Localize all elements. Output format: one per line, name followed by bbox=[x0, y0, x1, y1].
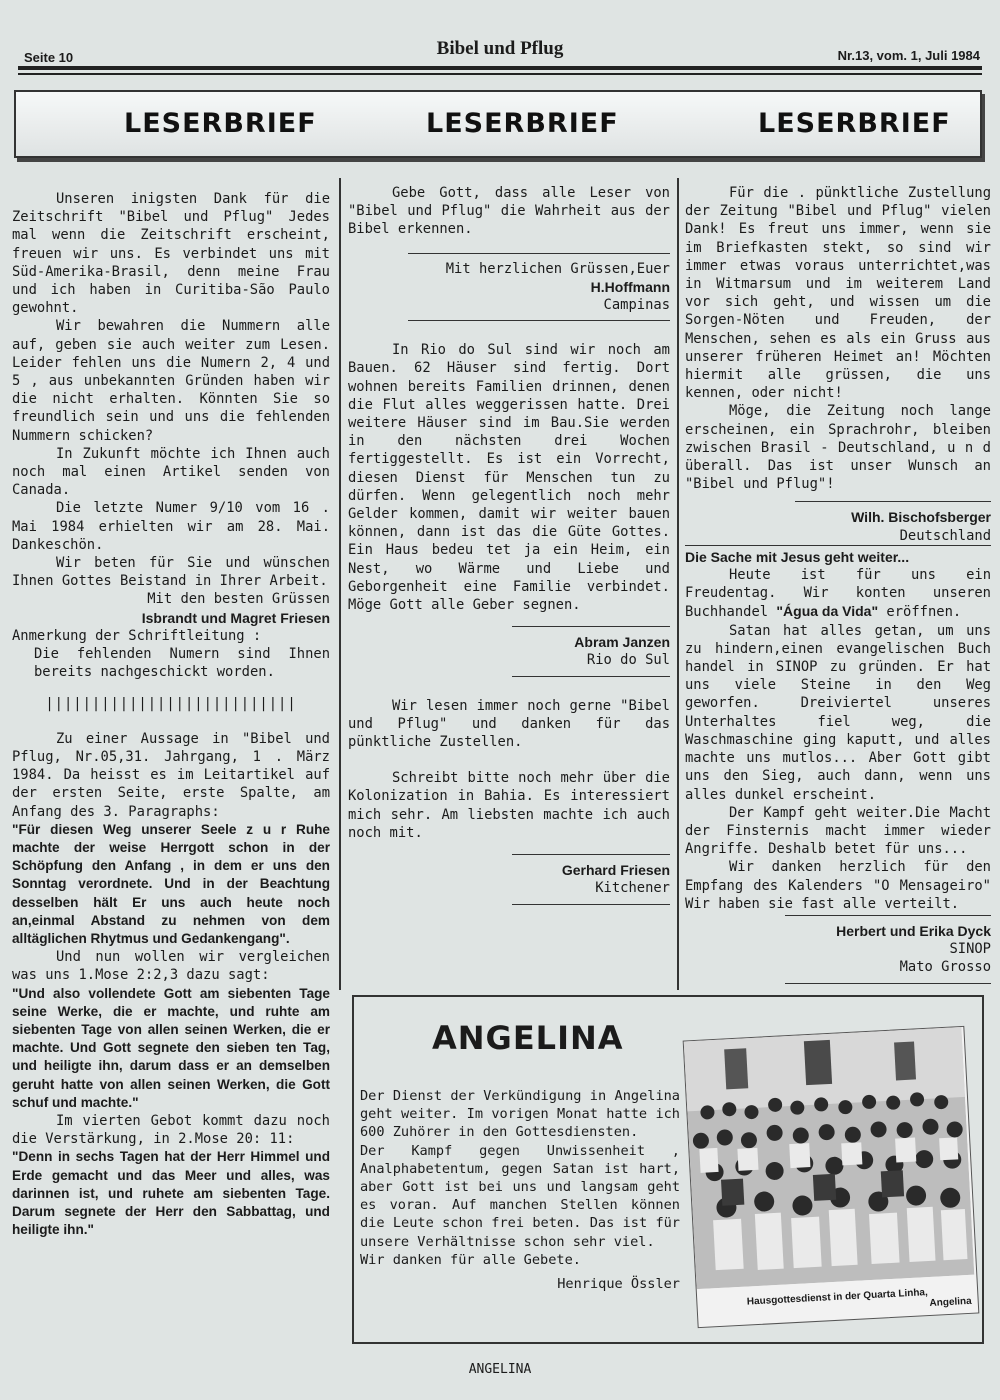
letter6-place1: SINOP bbox=[949, 941, 991, 958]
letter5-place: Deutschland bbox=[899, 527, 991, 544]
newspaper-title: Bibel und Pflug bbox=[436, 38, 564, 59]
bookstore-name: "Água da Vida" bbox=[776, 603, 879, 620]
letter4-signature: Gerhard Friesen bbox=[561, 862, 670, 879]
letter2-rule bbox=[408, 253, 670, 254]
letter3-place: Rio do Sul bbox=[586, 652, 670, 669]
banner-word-2: LESERBRIEF bbox=[426, 108, 619, 139]
letter2-rule-bottom bbox=[408, 320, 670, 321]
angelina-title: ANGELINA bbox=[432, 1019, 624, 1057]
caption-line-2: Angelina bbox=[929, 1295, 972, 1310]
issue-info: Nr.13, vom. 1, Juli 1984 bbox=[837, 48, 980, 63]
caption-line-1: Hausgottesdienst in der Quarta Linha, bbox=[746, 1287, 929, 1308]
letter6-rule-bottom bbox=[785, 983, 991, 984]
article-quote2: "Und also vollendete Gott am siebenten Tage seine Werke, die er machte, und ruhte am siebenten Tage von allen seinen Werken, die er machte. Und Gott segnete den sieben ten Tag, und heiligte ihn, darum dass er an demselben geruht hatte von allen seinen Werken, die Gott schuf und machte." bbox=[12, 985, 330, 1110]
letter4-place: Kitchener bbox=[595, 880, 670, 897]
letter6-para4: Wir danken herzlich für den Empfang des Kalenders "O Mensageiro" Wir haben sie fast alle verteilt. bbox=[685, 859, 991, 912]
letter6-para2: Satan hat alles getan, um uns zu hindern,einen evangelischen Buch handel in SINOP zu gründen. Er hat uns viele Steine in den Weg geworfen. Dreiviertel unseres Unterhaltes fiel weg, die Waschmaschine ging kaputt, und alles machte uns mutlos... Aber Gott gibt uns den Sieg, auch dann, wenn uns alles dunkel erscheint. bbox=[685, 622, 991, 803]
banner-word-1: LESERBRIEF bbox=[124, 108, 317, 139]
letter1-para5: Wir beten für Sie und wünschen Ihnen Gottes Beistand in Ihrer Arbeit. bbox=[12, 555, 330, 590]
page-footer: ANGELINA bbox=[468, 1362, 532, 1377]
article-para1: Zu einer Aussage in "Bibel und Pflug, Nr.05,31. Jahrgang, 1 . März 1984. Da heisst es im Leitartikel auf der ersten Seite, erste Spalte, am Anfang des 3. Paragraphs: bbox=[12, 730, 330, 820]
separator-ornament: ||||||||||||||||||||||||||| bbox=[45, 696, 297, 713]
letter4-rule-bottom bbox=[512, 904, 670, 905]
angelina-para3: Wir danken für alle Gebete. bbox=[360, 1251, 581, 1268]
letter2-para1: Gebe Gott, dass alle Leser von "Bibel und Pflug" die Wahrheit aus der Bibel erkennen. bbox=[348, 185, 670, 238]
letter5-para1: Für die . pünktliche Zustellung der Zeitung "Bibel und Pflug" vielen Dank! Es freut uns immer, wenn sie im Briefkasten stekt, so sind wir immer etwas voraus unterrichtet,was in Witmarsum und im weiterem Land vor sich geht, und wissen um die Sorgen-Nöten und Freuden, der Menschen, sehen es als ein Gruss aus unserer früheren Heimet an! Möchten hiermit alle grüssen, die uns kennen, oder nicht! bbox=[685, 185, 991, 402]
letter5-para2: Möge, die Zeitung noch lange erscheinen, ein Sprachrohr, bleiben zwischen Brasil - Deutschland, u n d überall. Das ist unser Wunsch an "Bibel und Pflug"! bbox=[685, 403, 991, 493]
letter1-para2: Wir bewahren die Nummern alle auf, geben sie auch weiter zum Lesen. Leider fehlen uns die Numern 2, 4 und 5 , aus unbekannten Gründen haben wir die nicht erhalten. Könnten Sie so freundlich sein und uns die fehlenden Nummern schicken? bbox=[12, 318, 330, 444]
letter1-para1: Unseren inigsten Dank für die Zeitschrift "Bibel und Pflug" Jedes mal wenn die Zeitschrift erscheint, freuen wir uns. Es verbindet uns mit Süd-Amerika-Brasil, denn meine Frau und ich haben in Curitiba-São Paulo gewohnt. bbox=[12, 191, 330, 317]
letter3-para1: In Rio do Sul sind wir noch am Bauen. 62 Häuser sind fertig. Dort wohnen bereits Familien drinnen, denen die Flut alles weggerissen hatte. Drei weitere Häuser sind im Bau.Sie werden in den nächsten drei Wochen fertiggestellt. Es ist ein Vorrecht, diesen Dienst für Menschen tun zu dürfen. Wenn gelegentlich noch mehr Gelder kommen, damit wir weiter bauen können, dann ist das die Güte Gottes. Ein Haus bedeu tet ja ein Heim, ein Nest, wo Wärme und Liebe und Geborgenheit eine Familie verbindet. Möge Gott alle Geber segnen. bbox=[348, 342, 670, 614]
letter6-para1-c: eröffnen. bbox=[886, 604, 962, 621]
letter1-closing: Mit den besten Grüssen bbox=[147, 591, 330, 608]
article-para2: Und nun wollen wir vergleichen was uns 1.Mose 2:2,3 dazu sagt: bbox=[12, 949, 330, 984]
congregation-photo bbox=[683, 1026, 980, 1328]
column-3 bbox=[685, 184, 991, 990]
letter3-rule bbox=[512, 626, 670, 627]
letter2-place: Campinas bbox=[603, 297, 670, 314]
letter6-place2: Mato Grosso bbox=[899, 959, 991, 976]
column-divider-1 bbox=[339, 178, 341, 990]
letter4-rule bbox=[512, 854, 670, 855]
letter1-para3: In Zukunft möchte ich Ihnen auch noch mal einen Artikel senden von Canada. bbox=[12, 445, 330, 499]
header-rule bbox=[18, 66, 982, 70]
article-quote1: "Für diesen Weg unserer Seele z u r Ruhe machte der weise Herrgott schon in der Schöpfung den Anfang , in dem er uns den Sonntag verordnete. Und in der Beachtung desselben hält Er uns auch heute noch an,einmal Abstand zu nehmen von dem alltäglichen Rhytmus und Gedankengang". bbox=[12, 821, 330, 946]
angelina-text bbox=[360, 1087, 680, 1293]
angelina-para2: Der Kampf gegen Unwissenheit , Analphabetentum, gegen Satan ist hart, aber Gott ist bei uns und langsam geht es voran. Auf manchen Stellen können die Leute schon frei beten. Das ist für unsere Verhältnisse schon sehr viel. bbox=[360, 1142, 680, 1250]
letter4-para2: Schreibt bitte noch mehr über die Kolonization in Bahia. Es interessiert mich sehr. Am liebsten machte ich auch noch mit. bbox=[348, 770, 670, 841]
angelina-para1: Der Dienst der Verkündigung in Angelina geht weiter. Im vorigen Monat hatte ich 600 Zuhörer in den Gottesdiensten. bbox=[360, 1088, 680, 1141]
angelina-signature: Henrique Össler bbox=[557, 1276, 680, 1293]
column-1 bbox=[12, 190, 330, 1239]
editor-note: Die fehlenden Numern sind Ihnen bereits nachgeschickt worden. bbox=[34, 646, 330, 681]
header-rule-thin bbox=[18, 73, 982, 75]
photo-caption bbox=[703, 1285, 972, 1321]
leserbrief-banner bbox=[14, 90, 982, 158]
page-number: Seite 10 bbox=[24, 50, 74, 65]
letter5-rule bbox=[795, 501, 991, 502]
photo-image bbox=[684, 1027, 975, 1289]
letter5-signature: Wilh. Bischofsberger bbox=[851, 509, 991, 526]
column-2 bbox=[348, 184, 670, 911]
letter6-heading: Die Sache mit Jesus geht weiter... bbox=[685, 545, 991, 566]
letter1-para4: Die letzte Numer 9/10 vom 16 . Mai 1984 erhielten wir am 28. Mai. Dankeschön. bbox=[12, 500, 330, 553]
letter6-rule bbox=[785, 915, 991, 916]
letter4-para1: Wir lesen immer noch gerne "Bibel und Pflug" und danken für das pünktliche Zustellen. bbox=[348, 697, 670, 751]
letter6-signature: Herbert und Erika Dyck bbox=[836, 922, 991, 939]
letter3-signature: Abram Janzen bbox=[574, 634, 670, 651]
editor-note-label: Anmerkung der Schriftleitung : bbox=[12, 627, 262, 644]
letter3-rule-bottom bbox=[512, 676, 670, 677]
banner-word-3: LESERBRIEF bbox=[758, 108, 951, 139]
letter2-greeting: Mit herzlichen Grüssen,Euer bbox=[445, 260, 670, 277]
letter2-signature: H.Hoffmann bbox=[590, 278, 670, 295]
letter1-signature: Isbrandt und Magret Friesen bbox=[141, 609, 330, 626]
article-quote3: "Denn in sechs Tagen hat der Herr Himmel und Erde gemacht und das Meer und alles, was darinnen ist, und ruhete am siebenten Tage. Darum segnete der Herr den Sabbattag, und heiligte ihn." bbox=[12, 1149, 330, 1238]
letter6-para1-a: Heute ist für uns ein Freudentag. Wir konten unseren Buchhandel bbox=[685, 567, 991, 621]
column-divider-2 bbox=[677, 178, 679, 990]
letter6-para3: Der Kampf geht weiter.Die Macht der Finsternis macht immer wieder Angriffe. Deshalb betet für uns... bbox=[685, 804, 991, 858]
article-para3: Im vierten Gebot kommt dazu noch die Verstärkung, in 2.Mose 20: 11: bbox=[12, 1112, 330, 1148]
angelina-box bbox=[352, 995, 984, 1344]
